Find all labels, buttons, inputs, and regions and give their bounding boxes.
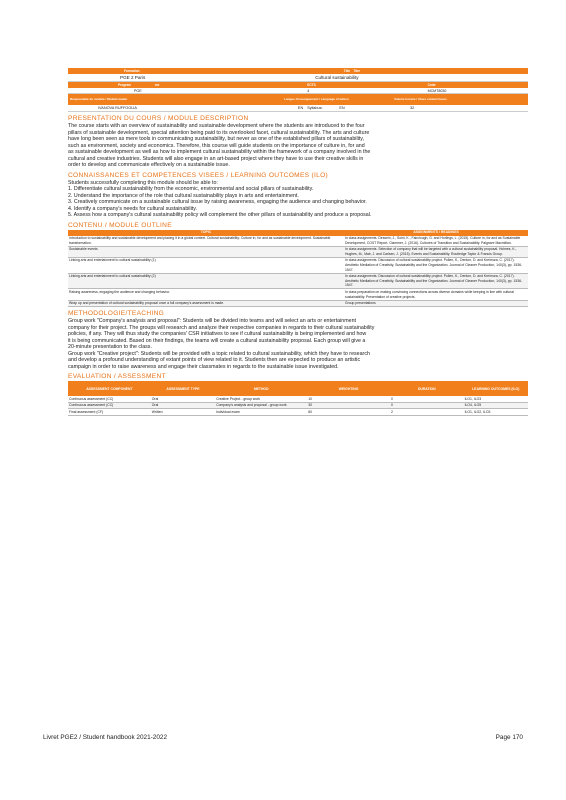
methodology-line: policies, if any. They will thus study the companies' CSR initiatives to see if cultural sustainability is being implemented and how [68, 331, 367, 338]
methodology-line: Group work "Company's analysis and proposal": Students will be divided into teams and will select an arts or entertainment [68, 318, 357, 325]
ilo-line: 3. Creatively communicate on a sustainable cultural issue by raising awareness, engaging the audience and changing behavior. [68, 199, 367, 205]
language-value: EN [297, 106, 304, 110]
eval-weight-header: WEIGHTING [307, 381, 390, 396]
eval-duration: 0 [390, 396, 464, 402]
presentation-line: have long been seen as mere tools in communicating sustainability, but never as one of the established pillars of sustainability, [68, 136, 365, 142]
outline-assignment: In class preparation on making convincing connections across diverse domains while keeping in line with cultural sustainability. Presentation of creative projects. [344, 289, 528, 300]
ilo-line: 1. Differentiate cultural sustainability from the economic, environmental and social pillars of sustainability. [68, 186, 314, 192]
outline-topic: Sustainable events [68, 246, 344, 257]
outline-topic: Introduction to sustainability and sustainable development and placing it in a global context. Cultural sustainability: Culture in, for and as sustainable development. Sustainable transformation. [68, 236, 344, 247]
leader-value: IVANOVA RUFFOGLIA [98, 106, 137, 110]
table-row [68, 257, 528, 273]
title-fr-label: Titre [353, 69, 361, 73]
evaluation-table [68, 381, 528, 416]
methodology-line: company for their project. The groups will research and analyze their respective companies in regards to their cultural sustainability [68, 324, 375, 331]
ilo-heading: CONNAISSANCES ET COMPETENCES VISEES / LEARNING OUTCOMES (ILO) [68, 171, 328, 179]
syllabus-value: EN [339, 106, 345, 110]
ilo-line: Students successfully completing this module should be able to: [68, 179, 218, 186]
outline-topic: Raising awareness, engaging the audience and changing behavior. [68, 289, 344, 300]
table-row [68, 273, 528, 289]
hours-value: 32 [409, 106, 415, 110]
footer-handbook-title: Livret PGE2 / Student handbook 2021-2022 [43, 734, 167, 741]
eval-method-header: METHOD [215, 381, 307, 396]
ilo-line: 5. Assess how a company's cultural sustainability policy will complement the other pillars of sustainability and produce a proposal. [68, 212, 372, 218]
presentation-line: cultural and creative industries. Students will also engage in an art-based project where they have to use their creative skills in [68, 155, 364, 162]
eval-component: Continuous assessment (CC) [68, 396, 151, 402]
course-title: Cultural sustainability [315, 75, 359, 80]
code-label: Code [427, 83, 436, 87]
eval-type: Written [151, 409, 215, 416]
formation-label: Formation [124, 69, 140, 73]
eval-method: Individual exam [215, 409, 307, 416]
outline-assignment: In class assignments. Selection of company that will be targeted with a cultural sustainability proposal. Holmes, K., Hughes, M., Mair, J. and Carlsen, J. (2015). Events and Sustainability. Routledge Taylor & Francis Group. [344, 246, 528, 257]
methodology-line: Group work "Creative project": Students will be provided with a topic related to cultural sustainability, which they have to research [68, 350, 370, 357]
outline-topic: Linking arts and entertainment to cultural sustainability (1) [68, 257, 344, 273]
evaluation-heading: EVALUATION / ASSESSMENT [68, 373, 166, 381]
presentation-text [68, 123, 528, 169]
eval-duration: 0 [390, 402, 464, 409]
resp-labels-row [68, 94, 528, 105]
outline-assign-header: ASSIGNMENTS / READINGS [344, 230, 528, 236]
eval-component-header: ASSESSMENT COMPONENT [68, 381, 151, 396]
eval-method: Company's analysis and proposal - group work [215, 402, 307, 409]
eval-type: Oral [151, 402, 215, 409]
ilo-line: 2. Understand the importance of the role that cultural sustainability plays in arts and entertainment. [68, 192, 299, 199]
eval-component: Continuous assessment (CC) [68, 402, 151, 409]
methodology-line: 20-minute presentation to the class. [68, 344, 152, 351]
course-sheet [68, 68, 528, 416]
presentation-line: pillars of sustainable development, special attention being paid to its overlooked facet, cultural sustainability. The arts and culture [68, 129, 370, 136]
eval-type-header: ASSESSMENT TYPE [151, 381, 215, 396]
outline-table [68, 230, 528, 308]
eval-ilo: ILO1, ILO3 [464, 396, 528, 402]
outline-topic: Wrap up and presentation of cultural sustainability proposal once a full company's assessment is made. [68, 300, 344, 307]
eval-ilo: ILO4, ILO5 [464, 402, 528, 409]
eval-ilo-header: LEARNING OUTCOMES (ILO) [464, 381, 528, 396]
table-row [68, 289, 528, 300]
ilo-text [68, 180, 528, 219]
eval-duration-header: DURATION [390, 381, 464, 396]
outline-topic-header: TOPIC [68, 230, 344, 236]
program-fr-label: me [154, 83, 160, 87]
program-label: Program [118, 83, 132, 87]
formation-value: PGE 2 Paris [120, 75, 146, 80]
leader-label: Responsable du module / Module leader [70, 97, 128, 101]
methodology-line: and develop a profound understanding of extant points of view related to it. Students then are expected to produce an artistic [68, 357, 361, 364]
table-row [68, 409, 528, 416]
eval-weight: 10 [307, 396, 390, 402]
title-label: Title [343, 69, 351, 73]
eval-ilo: ILO1, ILO2, ILO3 [464, 409, 528, 416]
eval-weight: 30 [307, 402, 390, 409]
eval-weight: 60 [307, 409, 390, 416]
eval-type: Oral [151, 396, 215, 402]
ects-value: 4 [307, 89, 310, 93]
resp-values-row [68, 105, 528, 112]
outline-assignment: In class assignments. Discussion of cultural sustainability project. Pollen, K., Denton, D. and Kreimura, C. (2017). Aesthetic Mediation of Creativity, Sustainability and the Organization. Journal of Cleaner Production, 140(3), pp. 1536-1547. [344, 273, 528, 289]
table-row [68, 300, 528, 307]
course-header [68, 68, 528, 112]
page-number: Page 170 [495, 734, 523, 741]
header-values-row [68, 74, 528, 82]
syllabus-label: Syllabus: [307, 106, 323, 110]
presentation-line: as sustainable development as well as how to implement cultural sustainability within the framework of a company involved in the [68, 149, 371, 155]
program-value: PGE [134, 89, 142, 93]
eval-component: Final assessment (CF) [68, 409, 151, 416]
outline-assignment: Group presentations [344, 300, 528, 307]
ilo-line: 4. Identify a company's needs for cultural sustainability. [68, 205, 197, 212]
code-value: MCMT8030 [427, 89, 447, 93]
presentation-line: The course starts with an overview of sustainability and sustainable development where the students are introduced to the four [68, 123, 365, 129]
methodology-heading: METHODOLOGIE/TEACHING [68, 310, 165, 318]
table-row [68, 402, 528, 409]
presentation-line: such as environment, society and economics. Therefore, this course will guide students on the importance of culture in, for and [68, 142, 365, 149]
methodology-line: it is being communicated. Based on their findings, the teams will create a cultural sustainability proposal. Each group will give a [68, 337, 366, 344]
table-row [68, 236, 528, 247]
presentation-line: order to develop and communicate effectively on a sustainable issue. [68, 162, 230, 168]
eval-duration: 2 [390, 409, 464, 416]
outline-assignment: In class assignments. Dessein, J., Soini, K., Fairclough, G. and Horlings, L. (2015). Culture in, for and as Sustainable Development, COST Report. Clammer, J. (2016). Cultures of Transition and Sustainability. Palgrave Macmillan. [344, 236, 528, 247]
outline-topic: Linking arts and entertainment to cultural sustainability (2) [68, 273, 344, 289]
page-footer [43, 734, 523, 741]
hours-label: Volume horaire / Class contact hours [393, 97, 447, 101]
language-label: Langue d'enseignement / Language of tuition [284, 97, 349, 101]
eval-method: Creative Project - group work [215, 396, 307, 402]
presentation-heading: PRESENTATION DU COURS / MODULE DESCRIPTION [68, 115, 249, 122]
table-row [68, 246, 528, 257]
outline-heading: CONTENU / MODULE OUTLINE [68, 221, 172, 229]
ects-label: ECTS [307, 83, 316, 87]
outline-assignment: In class assignments. Discussion of cultural sustainability project. Pollen, K., Denton, D. and Kreimura, C. (2017). Aesthetic Mediation of Creativity, Sustainability and the Organization. Journal of Cleaner Production, 140(3), pp. 1536-1547. [344, 257, 528, 273]
methodology-text [68, 318, 528, 370]
methodology-line: campaign in order to raise awareness and engage their classmates in regards to the sustainable issue investigated. [68, 363, 339, 370]
